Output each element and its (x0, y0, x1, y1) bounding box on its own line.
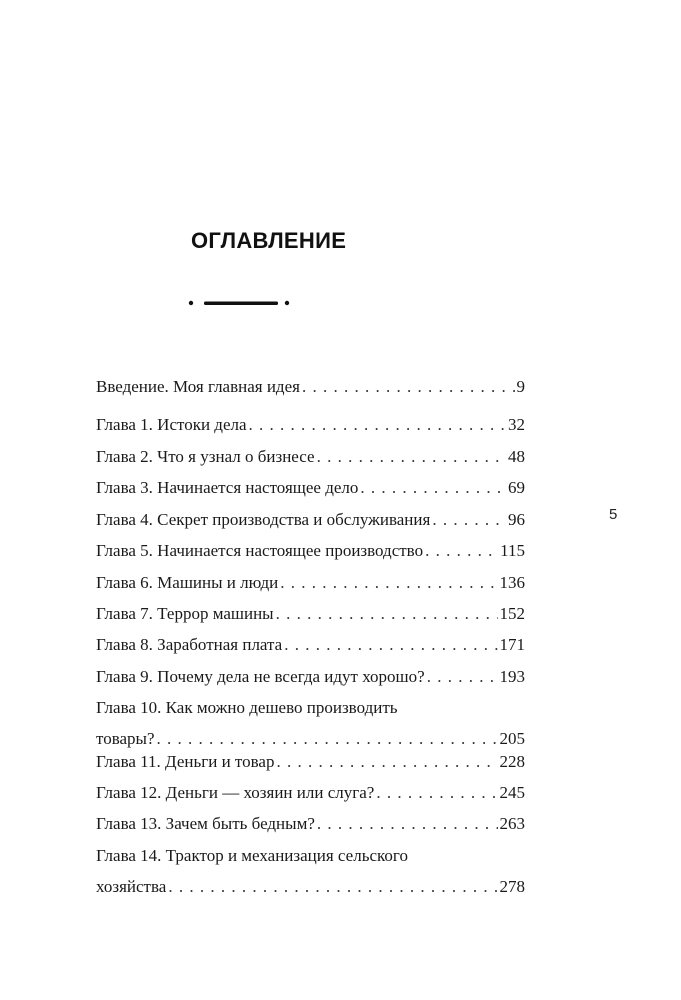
toc-entry-label-continued: хозяйства (96, 877, 167, 896)
toc-entry[interactable] (96, 541, 525, 572)
dot-leader (425, 541, 498, 561)
toc-entry-label: Глава 10. Как можно дешево производить (96, 698, 398, 717)
toc-entry-page: 193 (499, 667, 525, 686)
dot-leader (284, 635, 497, 655)
toc-entry-label: Глава 13. Зачем быть бедным? (96, 814, 315, 833)
dot-leader (280, 573, 497, 593)
toc-entry-label: Глава 12. Деньги — хозяин или слуга? (96, 783, 375, 802)
toc-entry-label: Глава 6. Машины и люди (96, 573, 279, 592)
dot-leader (317, 447, 506, 467)
toc-entry-page: 32 (508, 415, 525, 434)
toc-entry-page: 48 (508, 447, 525, 466)
page-title: ОГЛАВЛЕНИЕ (191, 228, 347, 253)
toc-entry-label: Глава 1. Истоки дела (96, 415, 247, 434)
toc-entry-page: 96 (508, 510, 525, 529)
toc-entry-label: Глава 9. Почему дела не всегда идут хорошо? (96, 667, 425, 686)
toc-entry-label: Глава 4. Секрет производства и обслуживания (96, 510, 431, 529)
toc-entry[interactable] (96, 635, 525, 666)
toc-entry-page: 245 (499, 783, 525, 802)
dot-leader (427, 667, 498, 687)
toc-entry-label: Глава 5. Начинается настоящее производство (96, 541, 424, 560)
dot-leader (168, 877, 497, 897)
dot-leader (249, 415, 506, 435)
dot-leader (432, 510, 506, 530)
toc-entry-label: Введение. Моя главная идея (96, 377, 300, 396)
toc-entry-page: 152 (499, 604, 525, 623)
toc-entry[interactable] (96, 846, 525, 899)
toc-entry-label: Глава 8. Заработная плата (96, 635, 283, 654)
dot-leader (317, 814, 498, 834)
dot-leader (157, 729, 498, 749)
toc-entry-page: 69 (508, 478, 525, 497)
toc-entry-page: 228 (499, 752, 525, 771)
toc-entry[interactable] (96, 478, 525, 509)
dot-leader (302, 377, 515, 397)
toc-entry-label: Глава 14. Трактор и механизация сельского (96, 846, 408, 865)
dot-leader (276, 752, 497, 772)
dot-leader (276, 604, 498, 624)
toc-entry[interactable] (96, 814, 525, 845)
toc-entry[interactable] (96, 573, 525, 604)
toc-entry[interactable] (96, 783, 525, 814)
toc-entry[interactable] (96, 604, 525, 635)
toc-entry-label-continued: товары? (96, 729, 155, 748)
toc-entry-page: 278 (499, 877, 525, 896)
toc-entry-label: Глава 7. Террор машины (96, 604, 274, 623)
toc-entry-page: 205 (499, 729, 525, 748)
toc-entry[interactable] (96, 698, 525, 751)
toc-entry[interactable] (96, 377, 525, 408)
toc-entry-label: Глава 11. Деньги и товар (96, 752, 275, 771)
toc-entry[interactable] (96, 752, 525, 783)
toc-entry-label: Глава 2. Что я узнал о бизнесе (96, 447, 315, 466)
divider-ornament (186, 296, 296, 310)
page-number: 5 (609, 506, 618, 523)
toc-entry-page: 136 (499, 573, 525, 592)
dot-leader (360, 478, 506, 498)
dot-leader (376, 783, 497, 803)
toc-entry-page: 263 (499, 814, 525, 833)
toc-entry-page: 115 (500, 541, 525, 560)
toc-entry-page: 9 (516, 377, 525, 396)
toc-entry[interactable] (96, 667, 525, 698)
toc-entry-page: 171 (499, 635, 525, 654)
toc-entry[interactable] (96, 447, 525, 478)
toc-entry[interactable] (96, 415, 525, 446)
toc-entry-label: Глава 3. Начинается настоящее дело (96, 478, 359, 497)
toc-entry[interactable] (96, 510, 525, 541)
